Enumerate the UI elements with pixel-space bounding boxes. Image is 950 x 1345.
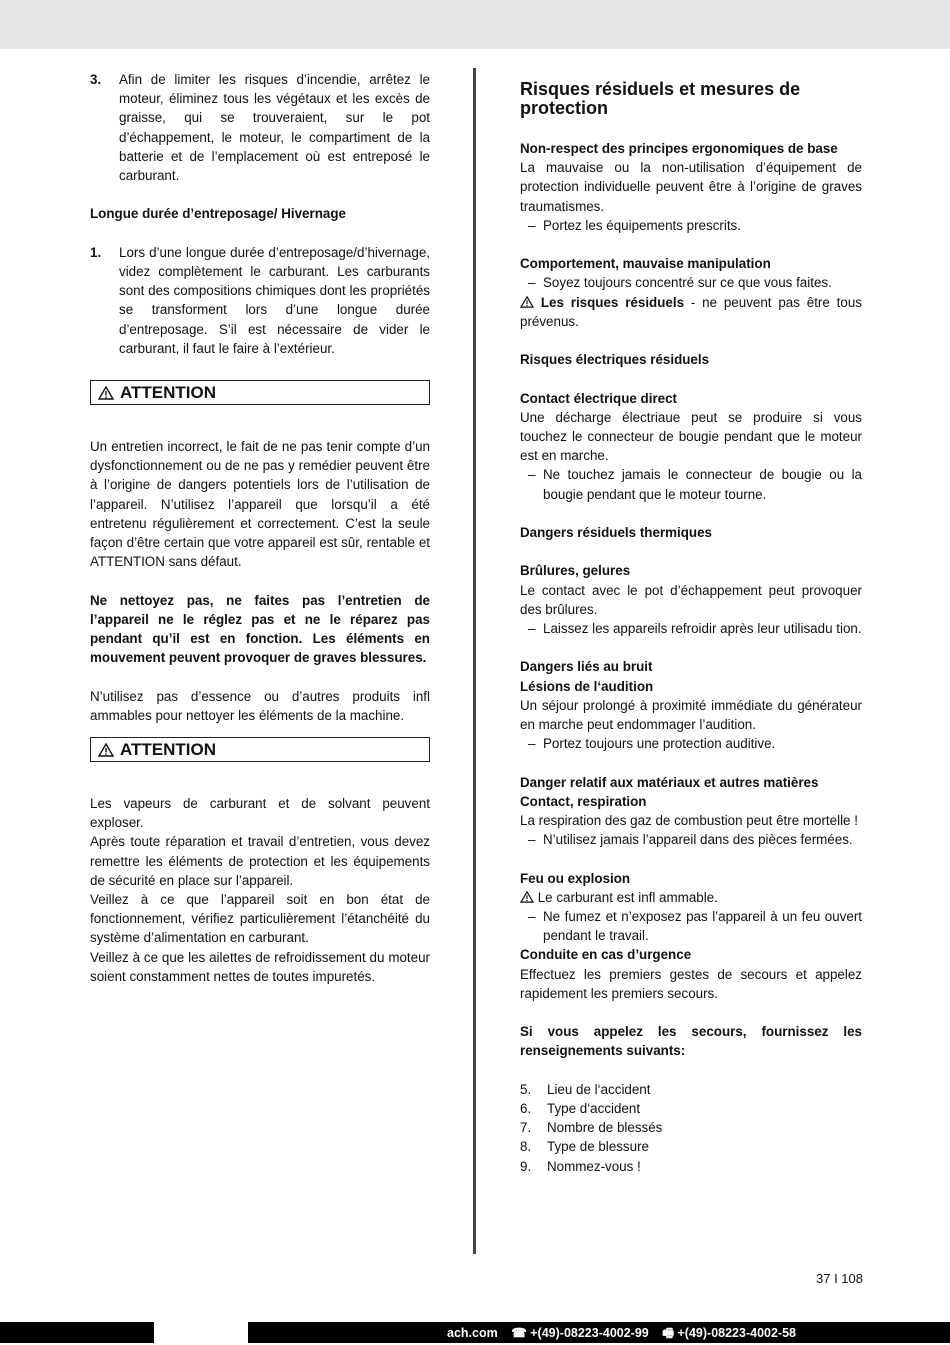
column-divider [473,68,476,1254]
list-number: 7. [520,1120,532,1136]
dash-item [520,619,862,638]
dash-text: Laissez les appareils refroidir après leur utilisadu tion. [543,621,862,636]
item-number: 3. [90,72,102,87]
list-item-1 [90,243,430,358]
dash-mark: – [528,275,536,291]
heading-storage: Longue durée d’entreposage/ Hivernage [90,206,346,222]
footer-phone: ☎ +(49)-08223-4002-99 [511,1326,649,1340]
dash-item [520,216,862,235]
dash-item [520,907,862,945]
left-column [90,70,430,986]
paragraph-veillez-1: Veillez à ce que l’appareil soit en bon état de fonctionnement, vérifiez particulièrement l’étanchéité du système d’alimentation en carburant. [90,892,430,946]
heading-fire: Feu ou explosion [520,870,631,886]
footer-website[interactable]: ach.com [447,1326,498,1340]
warning-icon [98,386,114,400]
dash-item [520,830,862,849]
item-text: Afin de limiter les risques d’incendie, arrêtez le moteur, éliminez tous les végétaux et les excès de graisse, qui se trouveraient, sur le pot d’échappement, le moteur, le compartiment de la batterie et de l’emplacement où est entreposé le carburant. [119,72,430,184]
warning-icon [520,296,534,308]
list-number: 6. [520,1101,532,1116]
dash-text: Portez toujours une protection auditive. [543,736,776,752]
paragraph-fire [520,888,862,907]
paragraph-essence: N’utilisez pas d’essence ou d’autres produits infl ammables pour nettoyer les éléments de la machine. [90,688,430,723]
dash-text: Ne fumez et n’exposez pas l’appareil à un feu ouvert pendant le travail. [543,909,862,944]
list-item [520,1137,862,1156]
heading-burns: Brûlures, gelures [520,563,631,579]
heading-call-info: Si vous appelez les secours, fournissez les renseignements suivants: [520,1024,862,1059]
heading-behaviour: Comportement, mauvaise manipulation [520,256,771,272]
list-text: Nombre de blessés [547,1120,663,1136]
warning-icon [520,891,534,903]
section-title: Risques résiduels et mesures de protection [520,79,801,118]
paragraph-direct-contact: Une décharge électriaue peut se produire si vous touchez le connecteur de bougie pendant que le moteur est en marche. [520,409,862,464]
dash-text: N’utilisez jamais l’appareil dans des pièces fermées. [543,832,853,848]
heading-hearing: Lésions de l‘audition [520,678,654,694]
dash-mark: – [528,909,536,924]
attention-box [90,737,430,762]
attention-label: ATTENTION [120,739,217,759]
paragraph-noise: Un séjour prolongé à proximité immédiate du générateur en marche peut endommager l’audition. [520,697,862,732]
list-item-3 [90,70,430,185]
paragraph-veillez-2: Veillez à ce que les ailettes de refroidissement du moteur soient constamment nettes de toutes impuretés. [90,949,430,984]
footer-logo-gap [154,1322,248,1343]
paragraph-apres: Après toute réparation et travail d’entretien, vous devez remettre les éléments de protection et les équipements de sécurité en place sur l’appareil. [90,834,430,888]
top-header-bar [0,0,950,49]
heading-electrical: Risques électriques résiduels [520,352,710,368]
dash-item [520,273,862,292]
heading-emergency: Conduite en cas d’urgence [520,947,692,963]
dash-text: Ne touchez jamais le connecteur de bougie ou la bougie pendant que le moteur tourne. [543,467,862,502]
emergency-info-list [520,1080,862,1176]
footer-fax: 🖷 +(49)-08223-4002-58 [662,1326,796,1340]
list-text: Nommez-vous ! [547,1158,641,1174]
list-number: 9. [520,1158,532,1174]
heading-thermal: Dangers résiduels thermiques [520,525,713,540]
paragraph-warning-bold: Ne nettoyez pas, ne faites pas l’entretien de l’appareil ne le réglez pas et ne le réparez pas pendant qu’il est en fonction. Les éléments en mouvement peuvent provoquer de graves blessures. [90,592,430,666]
list-number: 5. [520,1081,532,1097]
list-item [520,1157,862,1176]
list-text: Lieu de l‘accident [547,1081,651,1097]
page-number: 37 I 108 [816,1271,863,1286]
list-item [520,1099,862,1118]
dash-text: Soyez toujours concentré sur ce que vous faites. [543,275,832,291]
residual-risks-bold: Les risques résiduels [540,294,685,310]
list-item [520,1118,862,1137]
list-number: 8. [520,1139,532,1155]
paragraph-maintenance: Un entretien incorrect, le fait de ne pas tenir compte d’un dysfonctionnement ou de ne pas y remédier peuvent être à l’origine de dangers potentiels lors de l’utilisation de l’appareil. N’utilisez l’appareil que lorsqu’il a été entretenu régulièrement et correctement. C’est la seule façon d’être certain que votre appareil est sûr, rentable et ATTENTION sans défaut. [90,439,430,570]
dash-mark: – [528,467,536,483]
dash-mark: – [528,736,536,752]
warning-icon [98,743,114,757]
item-number: 1. [90,244,102,260]
dash-mark: – [528,217,536,233]
list-item [520,1080,862,1099]
paragraph-residual-risks [520,293,862,331]
dash-text: Portez les équipements prescrits. [543,217,741,233]
list-text: Type de blessure [547,1139,649,1155]
right-column [520,80,862,1176]
heading-materials: Danger relatif aux matériaux et autres matières [520,774,819,790]
list-text: Type d‘accident [547,1101,641,1116]
footer-contact [437,1324,796,1345]
paragraph-vapeurs: Les vapeurs de carburant et de solvant peuvent exploser. [90,796,430,831]
paragraph-ergonomics: La mauvaise ou la non-utilisation d’équipement de protection individuelle peuvent être à l’origine de graves traumatismes. [520,160,862,214]
attention-box [90,380,430,405]
paragraph-emergency: Effectuez les premiers gestes de secours et appelez rapidement les premiers secours. [520,966,862,1001]
fire-text: Le carburant est infl ammable. [537,889,718,905]
item-text: Lors d’une longue durée d’entreposage/d’hivernage, videz complètement le carburant. Les carburants sont des compositions chimiques dont les propriétés se transforment lors d’une longue durée d’entreposage. S’il est nécessaire de vider le carburant, il faut le faire à l’extérieur. [119,244,430,356]
dash-item [520,734,862,753]
heading-direct-contact: Contact électrique direct [520,390,678,406]
attention-label: ATTENTION [120,382,217,402]
heading-respiration: Contact, respiration [520,793,647,809]
dash-mark: – [528,621,536,636]
heading-noise: Dangers liés au bruit [520,659,653,675]
footer-bar [0,1322,950,1343]
heading-ergonomics: Non-respect des principes ergonomiques de base [520,141,838,156]
paragraph-burns: Le contact avec le pot d’échappement peut provoquer des brûlures. [520,582,862,617]
dash-mark: – [528,832,536,848]
paragraph-respiration: La respiration des gaz de combustion peut être mortelle ! [520,813,858,828]
dash-item [520,465,862,503]
residual-risks-text: - ne peuvent pas être tous prévenus. [520,294,862,329]
